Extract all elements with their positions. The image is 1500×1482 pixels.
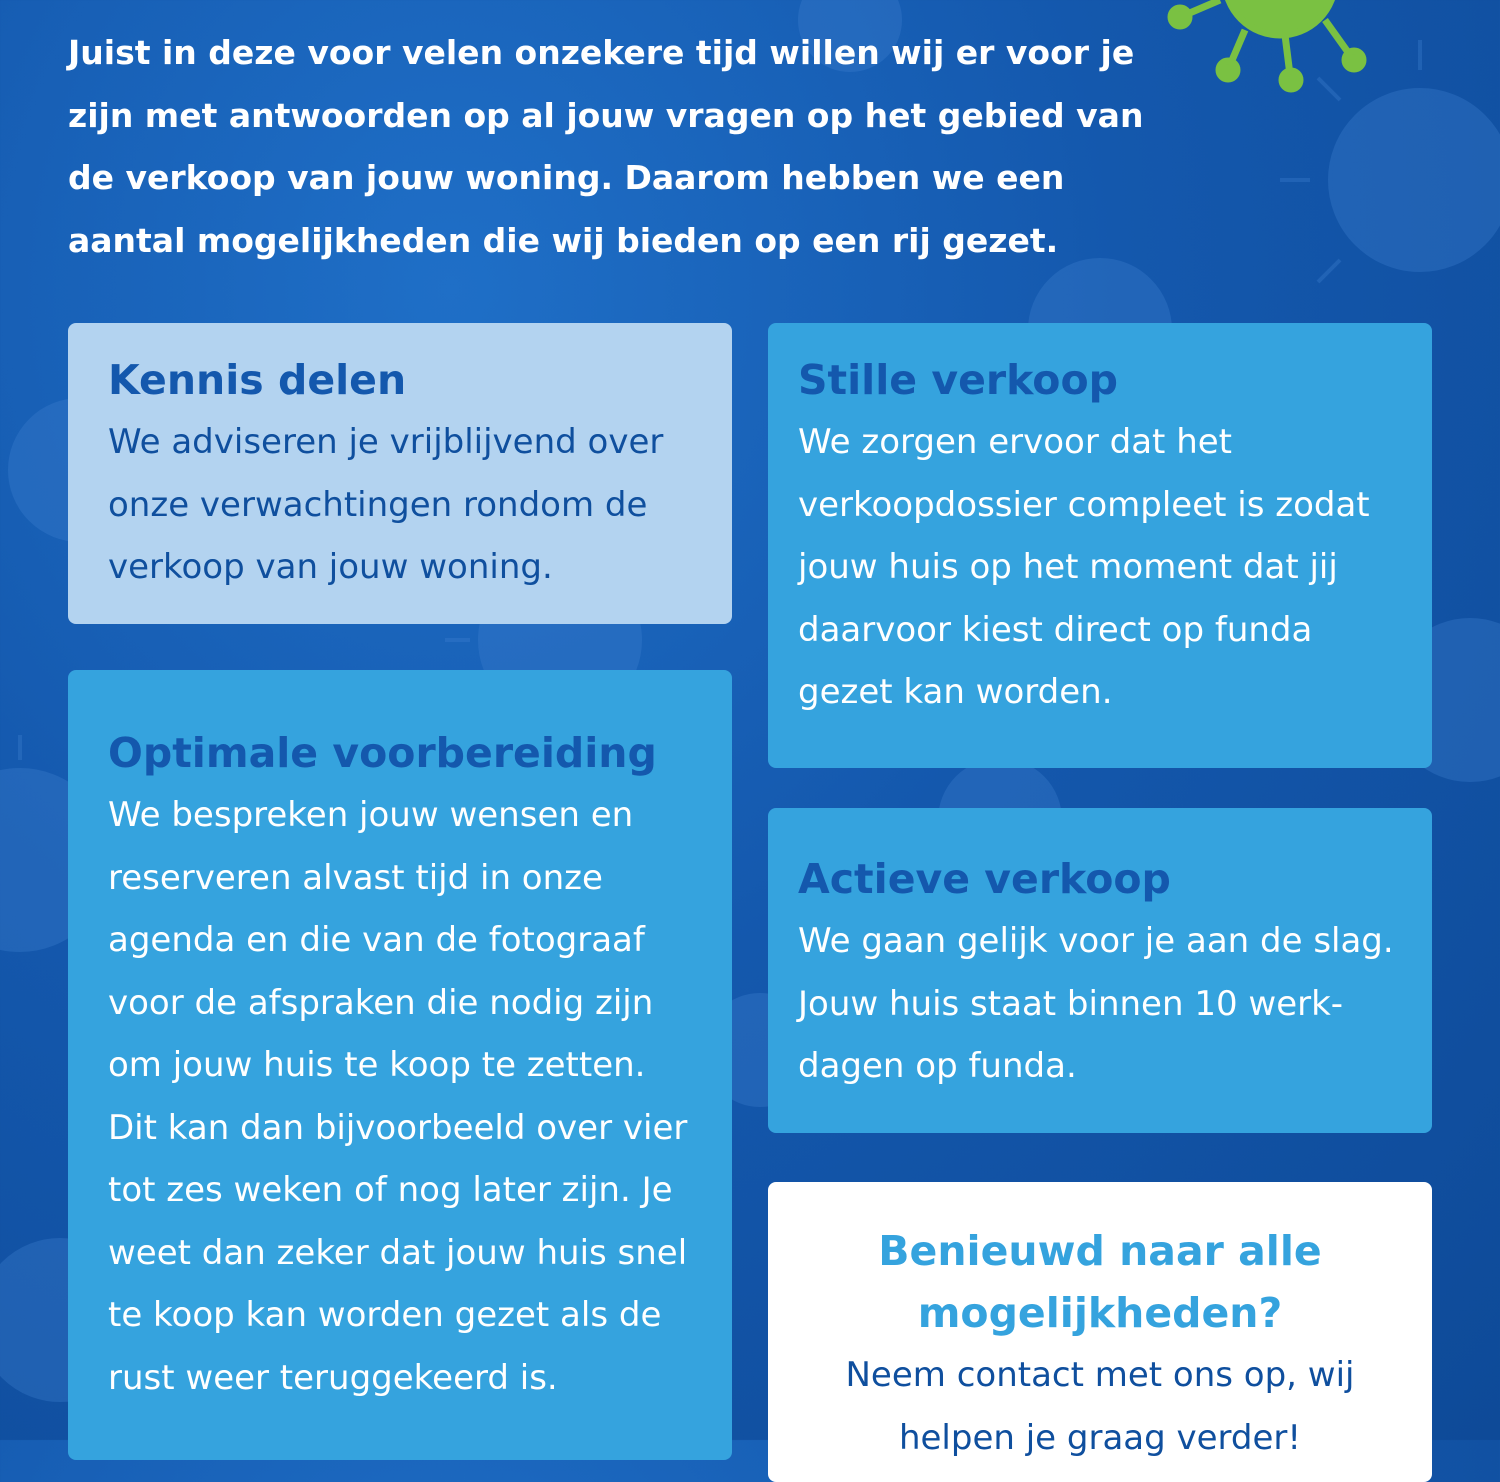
intro-text: Juist in deze voor velen onzekere tijd willen wij er voor je zijn met antwoorden op al jouw vragen op het gebied van de verkoop van jouw woning. Daarom hebben we een aantal mogelijkheden die wij bieden op een rij gezet.: [68, 33, 1144, 260]
card-title: Kennis delen: [108, 356, 407, 404]
card-title: Optimale voorbereiding: [108, 729, 657, 777]
card-stille-verkoop: [768, 323, 1432, 768]
virus-icon: [1160, 0, 1400, 100]
card-title: Stille verkoop: [798, 356, 1118, 404]
card-title: Actieve verkoop: [798, 855, 1171, 903]
card-kennis-delen: [68, 323, 732, 624]
card-body: We adviseren je vrijblijvend over onze verwachtingen rondom de verkoop van jouw woning.: [108, 422, 664, 587]
card-optimale-voorbereiding: [68, 670, 732, 1460]
card-contact[interactable]: [768, 1182, 1432, 1482]
card-body: We zorgen ervoor dat het verkoopdossier compleet is zodat jouw huis op het moment dat jij daarvoor kiest direct op funda gezet kan worden.: [798, 422, 1370, 712]
card-body: We bespreken jouw wensen en reserveren alvast tijd in onze agenda en die van de fotograaf voor de afspraken die nodig zijn om jouw huis te koop te zetten. Dit kan dan bijvoorbeeld over vier tot zes weken of nog later zijn. Je weet dan zeker dat jouw huis snel te koop kan worden gezet als de rust weer teruggekeerd is.: [108, 795, 688, 1398]
card-actieve-verkoop: [768, 808, 1432, 1133]
card-title: Benieuwd naar alle mogelijkheden?: [878, 1227, 1322, 1337]
card-body: Neem contact met ons op, wij helpen je graag verder!: [845, 1355, 1355, 1458]
card-body: We gaan gelijk voor je aan de slag. Jouw huis staat binnen 10 werk-dagen op funda.: [798, 921, 1394, 1086]
